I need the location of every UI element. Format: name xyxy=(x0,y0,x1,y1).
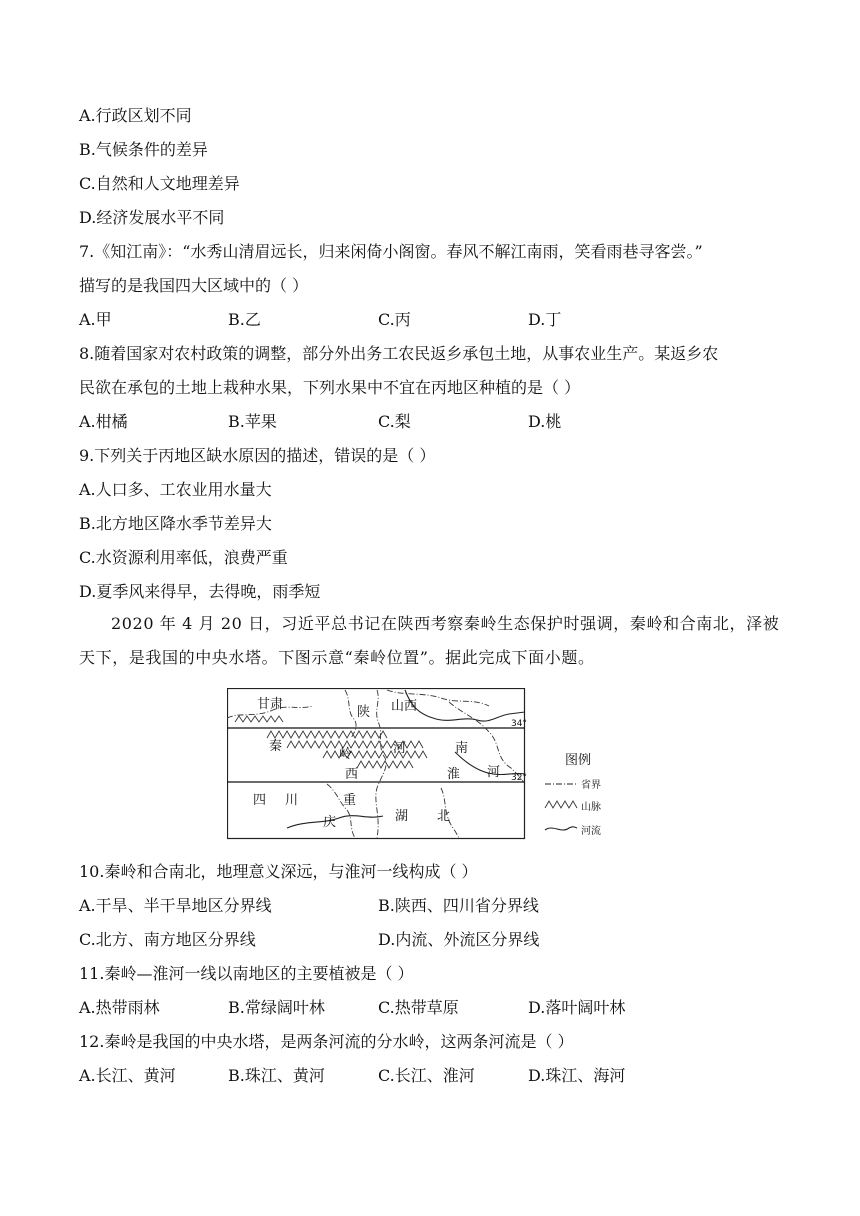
label-shan: 陕 xyxy=(357,705,371,720)
q7-option-a: A.甲 xyxy=(79,310,112,329)
label-huai: 淮 xyxy=(447,767,461,782)
q11-option-d: D.落叶阔叶林 xyxy=(528,998,626,1017)
q12-option-d: D.珠江、海河 xyxy=(528,1066,626,1085)
q10-option-b: B.陕西、四川省分界线 xyxy=(378,896,539,915)
q7-option-b: B.乙 xyxy=(228,310,261,329)
q12-option-b: B.珠江、黄河 xyxy=(228,1066,325,1085)
label-nan: 南 xyxy=(455,741,469,756)
legend-mountain-label: 山脉 xyxy=(581,802,601,813)
legend-river-symbol xyxy=(545,827,577,830)
label-shanxi: 山西 xyxy=(391,699,418,714)
q9-option-c: C.水资源利用率低，浪费严重 xyxy=(79,548,288,567)
q6-option-a: A.行政区划不同 xyxy=(79,106,192,125)
q8-option-b: B.苹果 xyxy=(228,412,277,431)
intro-line1: 2020 年 4 月 20 日，习近平总书记在陕西考察秦岭生态保护时强调，秦岭和合南北，泽被 xyxy=(111,614,780,633)
q11-option-c: C.热带草原 xyxy=(378,998,459,1017)
q10-option-d: D.内流、外流区分界线 xyxy=(378,930,540,949)
legend-river-label: 河流 xyxy=(581,826,601,837)
qinling-location-map xyxy=(227,688,619,840)
label-river: 河 xyxy=(487,765,501,780)
legend-title: 图例 xyxy=(565,753,592,768)
label-lat-32: 32° xyxy=(511,773,527,783)
q12-stem: 12.秦岭是我国的中央水塔，是两条河流的分水岭，这两条河流是（ ） xyxy=(79,1032,574,1051)
map-legend xyxy=(545,753,601,837)
q12-option-a: A.长江、黄河 xyxy=(79,1066,176,1085)
q9-option-b: B.北方地区降水季节差异大 xyxy=(79,514,272,533)
q10-option-c: C.北方、南方地区分界线 xyxy=(79,930,256,949)
q9-stem: 9.下列关于丙地区缺水原因的描述，错误的是（ ） xyxy=(79,446,436,465)
q7-stem-line1: 7.《知江南》：“水秀山清眉远长，归来闲倚小阁窗。春风不解江南雨，笑看雨巷寻客尝。” xyxy=(79,242,703,261)
label-he: 河 xyxy=(393,741,407,756)
label-si: 四 xyxy=(253,793,267,808)
q7-option-c: C.丙 xyxy=(378,310,411,329)
label-hu: 湖 xyxy=(395,809,409,824)
q11-option-a: A.热带雨林 xyxy=(79,998,160,1017)
q8-option-c: C.梨 xyxy=(378,412,411,431)
label-xi: 西 xyxy=(345,767,359,782)
q8-stem-line1: 8.随着国家对农村政策的调整，部分外出务工农民返乡承包土地，从事农业生产。某返乡农 xyxy=(79,344,719,363)
q9-option-d: D.夏季风来得早，去得晚，雨季短 xyxy=(79,582,321,601)
label-qing: 庆 xyxy=(323,815,337,830)
label-chuan: 川 xyxy=(285,793,299,808)
label-qin: 秦 xyxy=(269,739,283,754)
q8-option-a: A.柑橘 xyxy=(79,412,128,431)
q8-stem-line2: 民欲在承包的土地上栽种水果，下列水果中不宜在丙地区种植的是（ ） xyxy=(79,378,581,397)
intro-line2: 天下，是我国的中央水塔。下图示意“秦岭位置”。据此完成下面小题。 xyxy=(79,648,595,667)
q6-option-c: C.自然和人文地理差异 xyxy=(79,174,240,193)
q6-option-b: B.气候条件的差异 xyxy=(79,140,208,159)
q9-option-a: A.人口多、工农业用水量大 xyxy=(79,480,272,499)
q10-stem: 10.秦岭和合南北，地理意义深远，与淮河一线构成（ ） xyxy=(79,862,478,881)
q6-option-d: D.经济发展水平不同 xyxy=(79,208,225,227)
q8-option-d: D.桃 xyxy=(528,412,562,431)
q7-option-d: D.丁 xyxy=(528,310,562,329)
label-lat-34: 34° xyxy=(511,719,527,729)
label-gansu: 甘肃 xyxy=(257,697,284,712)
q11-option-b: B.常绿阔叶林 xyxy=(228,998,325,1017)
q12-option-c: C.长江、淮河 xyxy=(378,1066,475,1085)
q10-option-a: A.干旱、半干旱地区分界线 xyxy=(79,896,272,915)
legend-border-label: 省界 xyxy=(581,780,601,791)
label-ling: 岭 xyxy=(339,747,353,762)
label-chong: 重 xyxy=(343,793,357,808)
q11-stem: 11.秦岭—淮河一线以南地区的主要植被是（ ） xyxy=(79,964,414,983)
q7-stem-line2: 描写的是我国四大区域中的（ ） xyxy=(79,276,309,295)
label-bei: 北 xyxy=(437,809,451,824)
legend-mountain-symbol xyxy=(545,801,577,808)
